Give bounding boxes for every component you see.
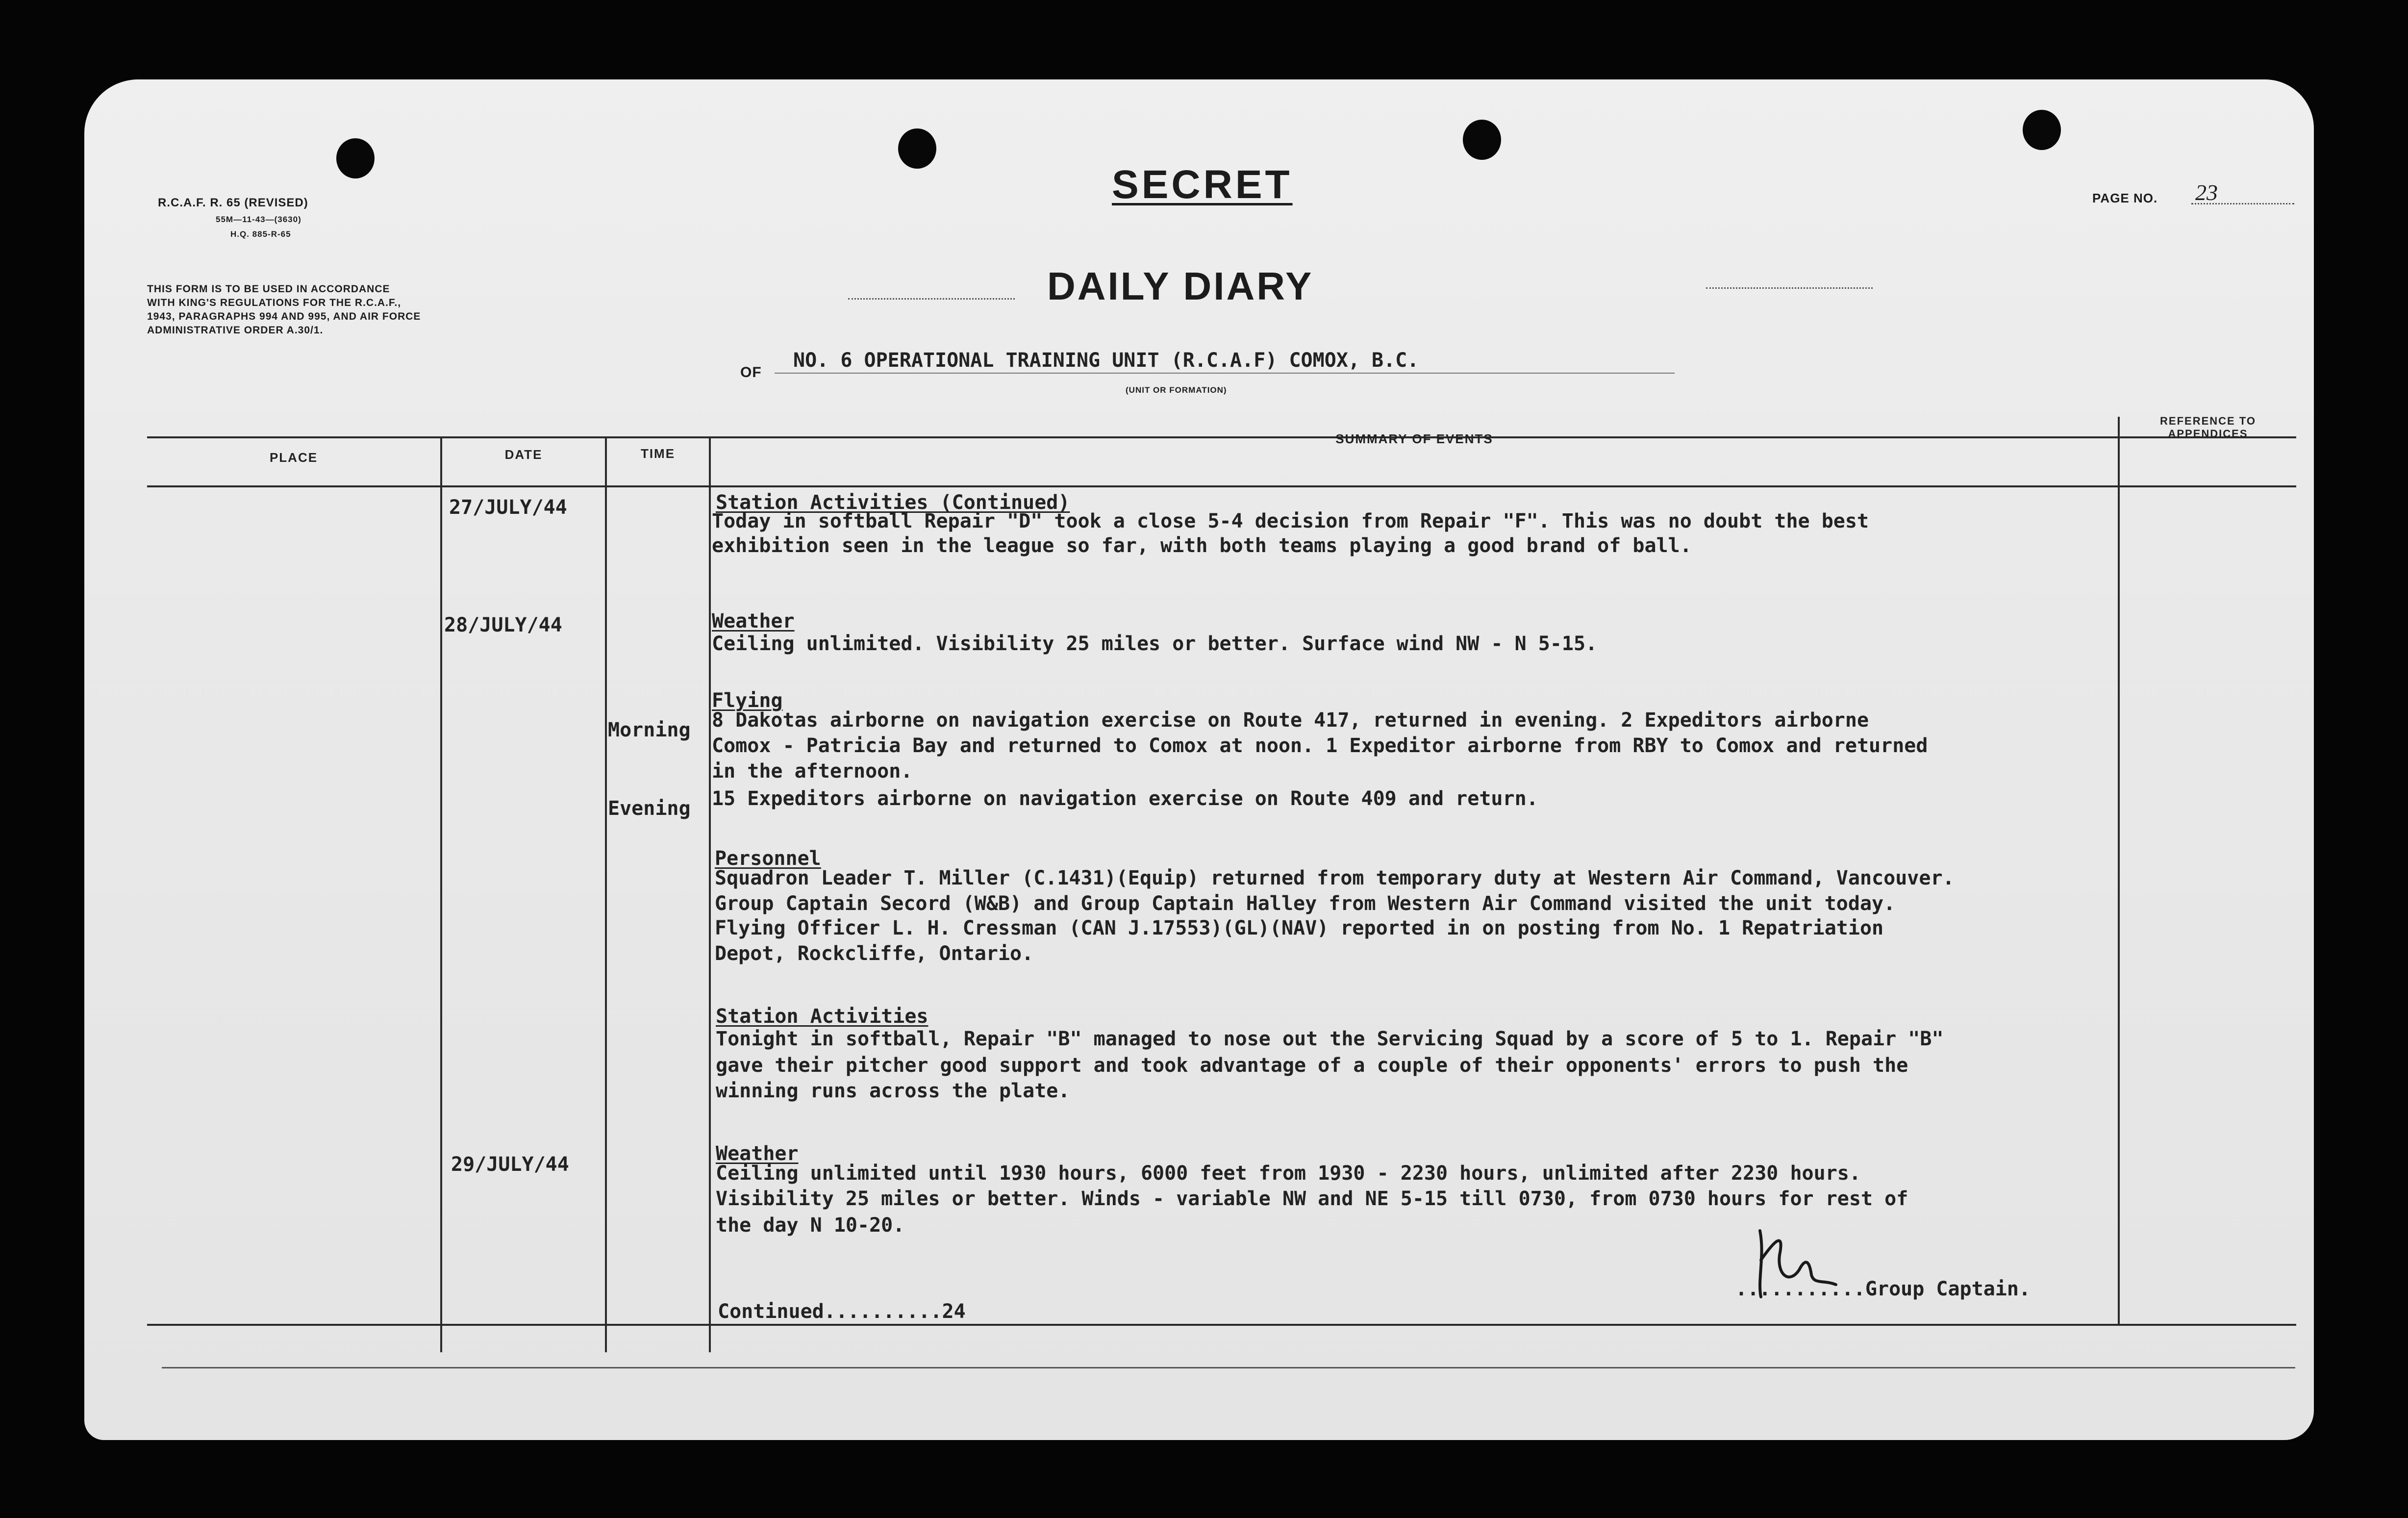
unit-rule: [775, 373, 1675, 374]
entry-line: Today in softball Repair "D" took a close 5-4 decision from Repair "F". This was no doubt the best: [712, 510, 1869, 532]
title-rule-right: [1706, 287, 1873, 289]
form-id-line1: R.C.A.F. R. 65 (REVISED): [158, 196, 308, 209]
instructions-line2: WITH KING'S REGULATIONS FOR THE R.C.A.F.,: [147, 297, 401, 308]
column-header-summary: SUMMARY OF EVENTS: [1335, 431, 1493, 446]
unit-name: NO. 6 OPERATIONAL TRAINING UNIT (R.C.A.F) COMOX, B.C.: [793, 349, 1419, 372]
entry-heading: Station Activities (Continued): [716, 491, 1070, 514]
punch-hole: [898, 128, 936, 169]
col-divider-summary-reference: [2118, 417, 2120, 1325]
instructions-line1: THIS FORM IS TO BE USED IN ACCORDANCE: [147, 283, 390, 295]
instructions-line3: 1943, PARAGRAPHS 994 AND 995, AND AIR FORCE: [147, 311, 421, 322]
col-divider-place-date: [440, 436, 442, 1352]
table-header-rule: [147, 485, 2296, 487]
signature-title: ...........Group Captain.: [1735, 1278, 2031, 1300]
entry-line: Ceiling unlimited. Visibility 25 miles or better. Surface wind NW - N 5-15.: [712, 632, 1598, 655]
column-header-reference-line2: APPENDICES: [2168, 428, 2248, 440]
entry-line: Ceiling unlimited until 1930 hours, 6000 feet from 1930 - 2230 hours, unlimited after 2230 hours.: [716, 1162, 1861, 1185]
entry-line: Depot, Rockcliffe, Ontario.: [715, 942, 1034, 965]
instructions-line4: ADMINISTRATIVE ORDER A.30/1.: [147, 325, 324, 336]
entry-heading: Weather: [712, 610, 795, 632]
entry-heading: Flying: [712, 689, 783, 712]
form-id-line3: H.Q. 885-R-65: [230, 229, 291, 239]
continued-note: Continued..........24: [718, 1300, 966, 1323]
date-entry: 29/JULY/44: [451, 1153, 569, 1176]
col-divider-time-summary: [709, 436, 711, 1352]
entry-line: Tonight in softball, Repair "B" managed to nose out the Servicing Squad by a score of 5 to 1. Repair "B": [716, 1028, 1944, 1050]
classification-stamp: SECRET: [1112, 162, 1293, 207]
entry-line: Squadron Leader T. Miller (C.1431)(Equip) returned from temporary duty at Western Air Command, Vancouver.: [715, 867, 1955, 889]
column-header-date: DATE: [504, 447, 543, 462]
column-header-place: PLACE: [269, 450, 318, 465]
punch-hole: [1463, 120, 1501, 160]
entry-line: 8 Dakotas airborne on navigation exercise on Route 417, returned in evening. 2 Expeditors airborne: [712, 709, 1869, 732]
unit-caption: (UNIT OR FORMATION): [1126, 385, 1227, 395]
column-header-reference-line1: REFERENCE TO: [2160, 415, 2256, 427]
table-bottom-rule: [147, 1324, 2296, 1326]
entry-line: in the afternoon.: [712, 760, 913, 783]
punch-hole: [2023, 110, 2061, 150]
entry-heading: Weather: [716, 1142, 799, 1165]
time-entry: Morning: [608, 719, 691, 741]
entry-line: Group Captain Secord (W&B) and Group Captain Halley from Western Air Command visited the unit today.: [715, 892, 1896, 915]
page-number-value: 23: [2195, 180, 2218, 205]
entry-line: exhibition seen in the league so far, with both teams playing a good brand of ball.: [712, 534, 1692, 557]
entry-line: Flying Officer L. H. Cressman (CAN J.17553)(GL)(NAV) reported in on posting from No. 1 Repatriation: [715, 917, 1884, 939]
entry-heading: Personnel: [715, 847, 821, 870]
entry-line: Visibility 25 miles or better. Winds - variable NW and NE 5-15 till 0730, from 0730 hours for rest of: [716, 1188, 1908, 1210]
date-entry: 27/JULY/44: [449, 496, 567, 519]
page-number-rule: [2191, 203, 2294, 204]
col-divider-date-time: [605, 436, 607, 1352]
entry-line: gave their pitcher good support and took advantage of a couple of their opponents' errors to push the: [716, 1054, 1908, 1077]
page-number-label: PAGE NO.: [2092, 191, 2158, 205]
title-rule-left: [848, 298, 1015, 300]
entry-line: Comox - Patricia Bay and returned to Comox at noon. 1 Expeditor airborne from RBY to Comox and returned: [712, 734, 1928, 757]
column-header-time: TIME: [640, 446, 676, 461]
time-entry: Evening: [608, 797, 691, 820]
date-entry: 28/JULY/44: [444, 614, 562, 636]
of-label: OF: [740, 364, 762, 380]
diary-title: DAILY DIARY: [1047, 264, 1314, 308]
sheet-bottom-rule: [162, 1367, 2295, 1368]
punch-hole: [336, 138, 375, 178]
entry-heading: Station Activities: [716, 1005, 928, 1028]
entry-line: 15 Expeditors airborne on navigation exercise on Route 409 and return.: [712, 787, 1538, 810]
entry-line: winning runs across the plate.: [716, 1080, 1070, 1102]
form-id-line2: 55M—11-43—(3630): [216, 215, 301, 224]
entry-line: the day N 10-20.: [716, 1214, 905, 1237]
